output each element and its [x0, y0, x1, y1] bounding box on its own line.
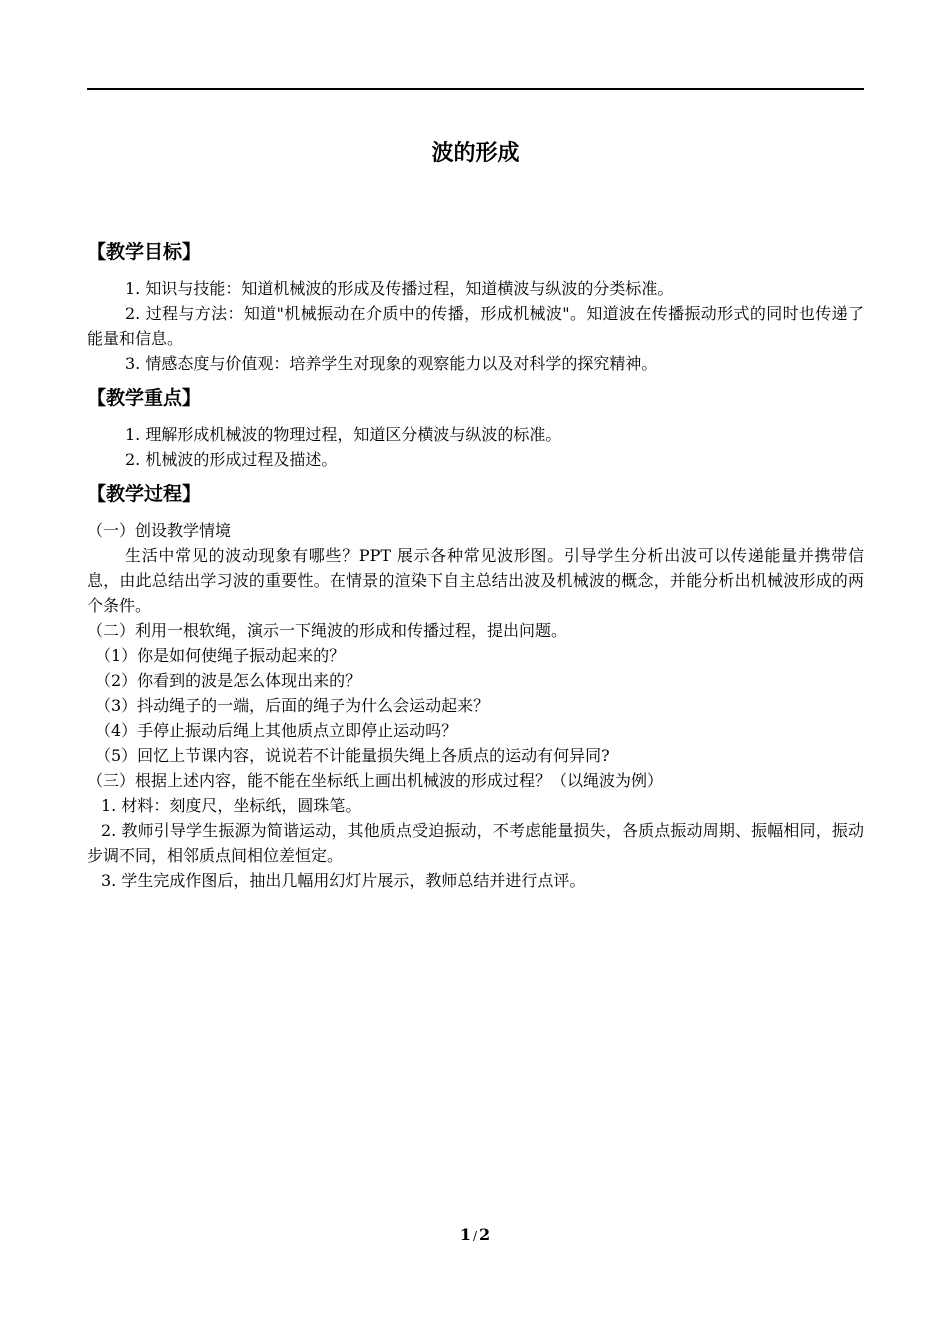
page-number [0, 1224, 950, 1247]
question-item: （4）手停止振动后绳上其他质点立即停止运动吗？ [95, 721, 458, 740]
key-point-item: 2. 机械波的形成过程及描述。 [125, 450, 338, 469]
question-item: （2）你看到的波是怎么体现出来的？ [95, 671, 362, 690]
page-title: 波的形成 [431, 140, 520, 166]
page-separator: / [472, 1229, 478, 1243]
process-part-title: （二）利用一根软绳，演示一下绳波的形成和传播过程，提出问题。 [87, 621, 568, 640]
objective-item: 1. 知识与技能：知道机械波的形成及传播过程，知道横波与纵波的分类标准。 [125, 279, 674, 298]
key-point-item: 1. 理解形成机械波的物理过程，知道区分横波与纵波的标准。 [125, 425, 562, 444]
total-page-count: 2 [479, 1225, 491, 1244]
question-item: （5）回忆上节课内容，说说若不计能量损失绳上各质点的运动有何异同? [95, 746, 610, 765]
process-part-title: （一）创设教学情境 [87, 521, 232, 540]
document-body [87, 238, 864, 893]
question-item: （1）你是如何使绳子振动起来的？ [95, 646, 346, 665]
process-part-title: （三）根据上述内容，能不能在坐标纸上画出机械波的形成过程？（以绳波为例） [87, 771, 664, 790]
section-heading-objectives: 【教学目标】 [87, 241, 202, 263]
process-part-text: 生活中常见的波动现象有哪些？PPT 展示各种常见波形图。引导学生分析出波可以传递能量并携带信息，由此总结出学习波的重要性。在情景的渲染下自主总结出波及机械波的概念，并能分析出机械波形成的两个条件。 [87, 546, 864, 615]
objective-item: 3. 情感态度与价值观：培养学生对现象的观察能力以及对科学的探究精神。 [125, 354, 658, 373]
section-heading-key-points: 【教学重点】 [87, 387, 202, 409]
question-item: （3）抖动绳子的一端，后面的绳子为什么会运动起来？ [95, 696, 490, 715]
step-item: 2. 教师引导学生振源为简谐运动，其他质点受迫振动，不考虑能量损失，各质点振动周期、振幅相同，振动步调不同，相邻质点间相位差恒定。 [87, 821, 864, 865]
step-item: 1. 材料：刻度尺，坐标纸，圆珠笔。 [101, 796, 362, 815]
section-heading-process: 【教学过程】 [87, 483, 202, 505]
objective-item: 2. 过程与方法：知道"机械振动在介质中的传播，形成机械波"。知道波在传播振动形式的同时也传递了能量和信息。 [87, 304, 864, 348]
header-rule [87, 88, 864, 90]
current-page-number: 1 [459, 1225, 471, 1244]
step-item: 3. 学生完成作图后，抽出几幅用幻灯片展示，教师总结并进行点评。 [101, 871, 586, 890]
